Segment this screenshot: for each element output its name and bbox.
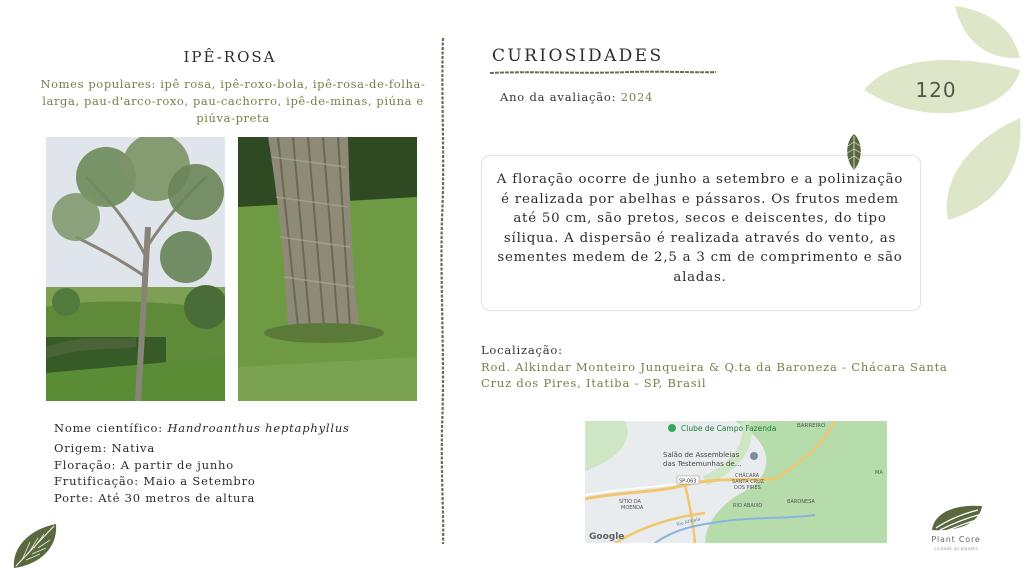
curiosities-title: CURIOSIDADES xyxy=(492,46,664,66)
brand-tagline: cuidado ao planeta xyxy=(934,546,978,551)
map-label-club: Clube de Campo Fazenda xyxy=(681,424,777,433)
fruiting-label: Frutificação: xyxy=(54,474,139,488)
popular-names xyxy=(40,76,426,127)
map-label-road: SP-063 xyxy=(679,478,697,485)
evaluation-year-value: 2024 xyxy=(620,90,654,104)
map-label-sitio-2: MOENDA xyxy=(621,505,644,511)
leaf-icon xyxy=(8,520,60,572)
map-label-rio-abaixo: RIO ABAIXO xyxy=(733,503,763,509)
flowering-value: A partir de junho xyxy=(120,458,234,472)
fruiting-row xyxy=(54,474,434,488)
scientific-name-row xyxy=(54,421,434,435)
map-label-river: Rio Atibaia xyxy=(676,517,701,528)
size-row xyxy=(54,491,434,505)
map-google-logo: Google xyxy=(589,532,625,542)
map-label-hall-1: Salão de Assembleias xyxy=(663,451,740,459)
map-label-baronesa: BARONESA xyxy=(787,499,815,505)
popular-names-value: ipê rosa, ipê-roxo-bola, ipê-rosa-de-folha-larga, pau-d'arco-roxo, pau-cachorro, ipê-de-minas, piúna e piúva-preta xyxy=(42,77,426,125)
map-label-barreiro: BARREIRO xyxy=(797,423,826,429)
column-divider xyxy=(437,38,449,544)
plant-core-logo xyxy=(928,500,984,534)
origin-row xyxy=(54,441,434,455)
evaluation-year-label: Ano da avaliação: xyxy=(500,90,617,104)
evaluation-year xyxy=(500,90,653,104)
tree-photo xyxy=(46,137,225,401)
location-label: Localização: xyxy=(481,343,563,357)
curiosities-text: A floração ocorre de junho a setembro e a polinização é realizada por abelhas e pássaros. Os frutos medem até 50 cm, são pretos, secos e deiscentes, do tipo síliqua. A dispersão é realizada através do vento, as sementes medem de 2,5 a 3 cm de comprimento e são aladas. xyxy=(496,172,904,285)
map-label-chacara-2: SANTA CRUZ xyxy=(732,479,765,485)
location-value: Rod. Alkindar Monteiro Junqueira & Q.ta da Baroneza - Chácara Santa Cruz dos Pires, Itatiba - SP, Brasil xyxy=(481,360,948,390)
popular-names-label: Nomes populares: xyxy=(40,77,157,91)
flowering-row xyxy=(54,458,434,472)
page-number: 120 xyxy=(915,78,957,102)
map-label-edge: MA xyxy=(875,470,883,476)
scientific-name-value: Handroanthus heptaphyllus xyxy=(167,421,350,435)
trunk-photo xyxy=(238,137,417,401)
origin-label: Origem: xyxy=(54,441,108,455)
location-map[interactable] xyxy=(585,421,887,543)
brand-name: Plant Core xyxy=(931,535,981,544)
size-label: Porte: xyxy=(54,491,94,505)
flowering-label: Floração: xyxy=(54,458,117,472)
map-label-chacara-3: DOS PIRES xyxy=(734,485,761,491)
map-label-sitio-1: SÍTIO DA xyxy=(619,499,641,505)
title-underline xyxy=(490,70,716,76)
scientific-name-label: Nome científico: xyxy=(54,421,163,435)
leaf-icon xyxy=(843,132,865,172)
origin-value: Nativa xyxy=(111,441,155,455)
size-value: Até 30 metros de altura xyxy=(98,491,256,505)
fruiting-value: Maio a Setembro xyxy=(143,474,256,488)
species-title: IPÊ-ROSA xyxy=(183,48,277,66)
map-label-chacara-1: CHÁCARA xyxy=(735,473,760,479)
map-label-hall-2: das Testemunhas de... xyxy=(663,460,742,468)
